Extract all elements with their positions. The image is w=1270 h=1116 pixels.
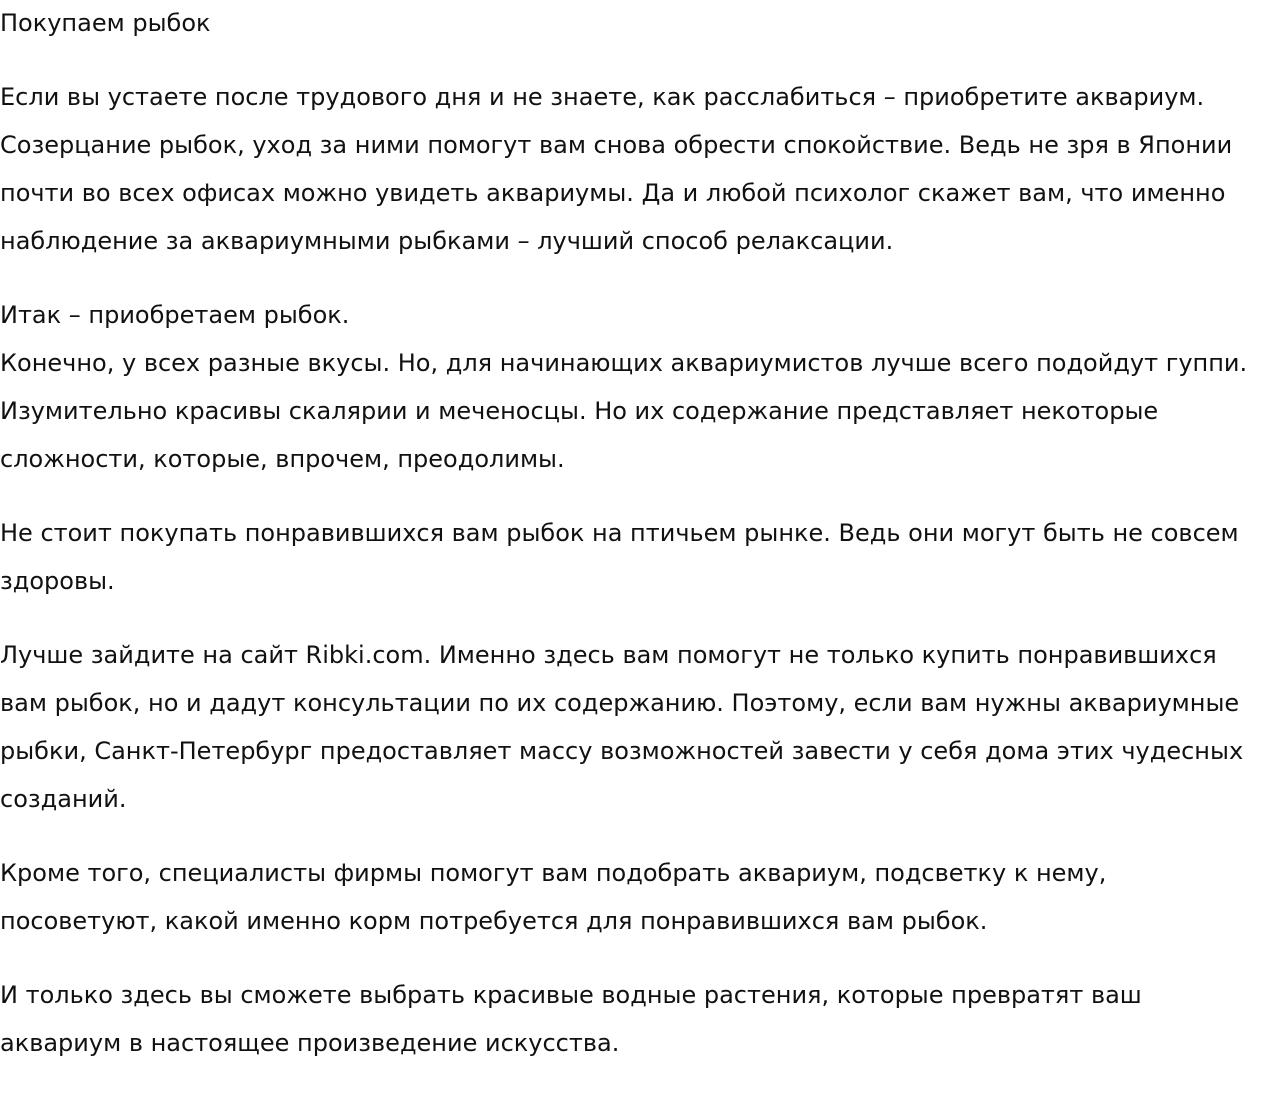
paragraph: Итак – приобретаем рыбок. Конечно, у всех разные вкусы. Но, для начинающих аквариумистов лучше всего подойдут гуппи. Изумительно красивы скалярии и меченосцы. Но их содержание представляет некоторые сложности, которые, впрочем, преодолимы.: [0, 301, 1248, 473]
paragraph: Кроме того, специалисты фирмы помогут вам подобрать аквариум, подсветку к нему, посоветуют, какой именно корм потребуется для понравившихся вам рыбок.: [0, 859, 1107, 935]
paragraph: И только здесь вы сможете выбрать красивые водные растения, которые превратят ваш аквариум в настоящее произведение искусства.: [0, 981, 1142, 1057]
paragraph: Не стоит покупать понравившихся вам рыбок на птичьем рынке. Ведь они могут быть не совсем здоровы.: [0, 519, 1239, 595]
paragraph: Лучше зайдите на сайт Ribki.com. Именно здесь вам помогут не только купить понравившихся вам рыбок, но и дадут консультации по их содержанию. Поэтому, если вам нужны аквариумные рыбки, Санкт-Петербург предоставляет массу возможностей завести у себя дома этих чудесных созданий.: [0, 641, 1244, 813]
paragraph: Если вы устаете после трудового дня и не знаете, как расслабиться – приобретите аквариум. Созерцание рыбок, уход за ними помогут вам снова обрести спокойствие. Ведь не зря в Японии почти во всех офисах можно увидеть аквариумы. Да и любой психолог скажет вам, что именно наблюдение за аквариумными рыбками – лучший способ релаксации.: [0, 83, 1233, 255]
article-body: [0, 73, 1270, 1067]
page-title: Покупаем рыбок: [0, 9, 211, 37]
